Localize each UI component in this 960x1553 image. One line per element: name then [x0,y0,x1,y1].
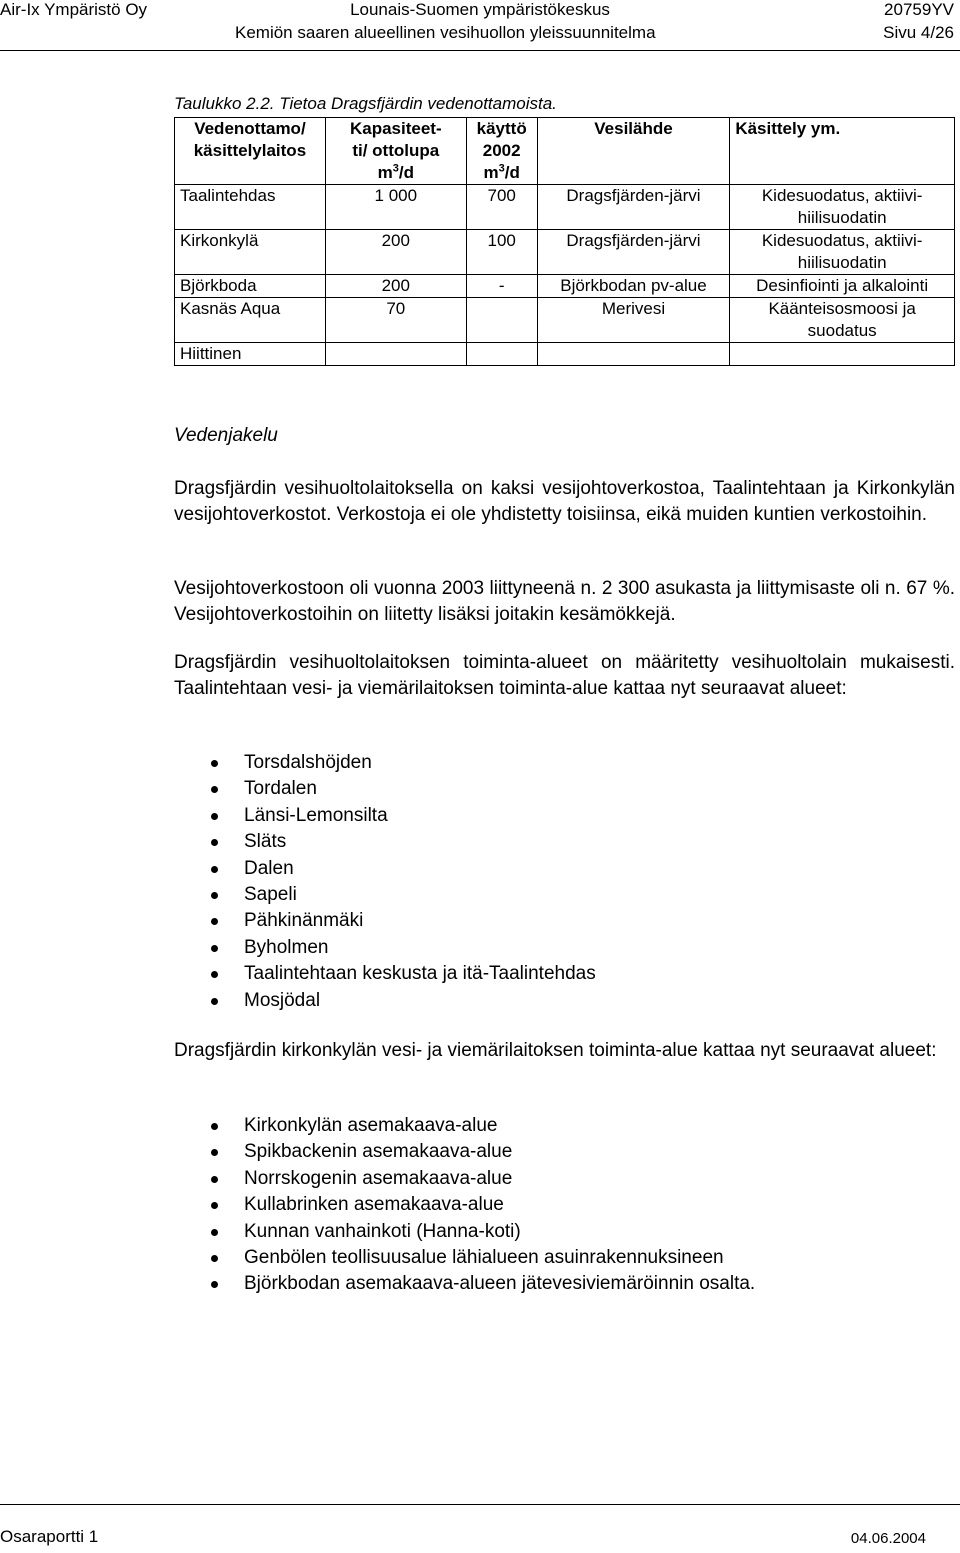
cell-source: Björkbodan pv-alue [537,275,730,298]
footer-report: Osaraportti 1 [0,1527,99,1546]
cell-plant: Taalintehdas [175,185,326,230]
list-item: Sapeli [174,882,596,908]
list-item: Byholmen [174,935,596,961]
table-caption: Taulukko 2.2. Tietoa Dragsfjärdin vedenottamoista. [174,94,557,113]
cell-treatment: Kidesuodatus, aktiivi- hiilisuodatin [730,185,955,230]
header-capacity: Kapasiteet- ti/ ottolupa $m^3/d$ [325,118,466,185]
cell-source: Merivesi [537,298,730,343]
cell-plant: Kasnäs Aqua [175,298,326,343]
list-item: Spikbackenin asemakaava-alue [174,1139,755,1165]
cell-treatment: Desinfiointi ja alkalointi [730,275,955,298]
list-item: Björkbodan asemakaava-alueen jätevesiviemäröinnin osalta. [174,1271,755,1297]
footer-divider [0,1504,960,1505]
header-plant: Vedenottamo/ käsittelylaitos [175,118,326,185]
table-row [175,230,955,275]
project-code: 20759YV [884,0,954,19]
list-item: Kullabrinken asemakaava-alue [174,1192,755,1218]
table-row [175,298,955,343]
footer-date: 04.06.2004 [850,1530,926,1547]
plan-title: Kemiön saaren alueellinen vesihuollon yleissuunnitelma [235,23,656,42]
list-item: Norrskogenin asemakaava-alue [174,1166,755,1192]
paragraph-connections: Vesijohtoverkostoon oli vuonna 2003 liittyneenä n. 2 300 asukasta ja liittymisaste oli n. 67 %. Vesijohtoverkostoihin on liitetty lisäksi joitakin kesämökkejä. [174,578,955,625]
cell-source: Dragsfjärden-järvi [537,230,730,275]
list-item: Torsdalshöjden [174,750,596,776]
cell-usage: - [466,275,537,298]
paragraph-networks: Dragsfjärdin vesihuoltolaitoksella on kaksi vesijohtoverkostoa, Taalintehtaan ja Kirkonkylän vesijohtoverkostot. Verkostoja ei ole yhdistetty toisiinsa, eikä muiden kuntien verkostoihin. [174,478,955,525]
cell-plant: Kirkonkylä [175,230,326,275]
list-item: Länsi-Lemonsilta [174,803,596,829]
list-item: Kirkonkylän asemakaava-alue [174,1113,755,1139]
cell-source: Dragsfjärden-järvi [537,185,730,230]
cell-treatment [730,343,955,366]
list-item: Pähkinänmäki [174,908,596,934]
taalintehdas-area-list [174,750,596,1014]
cell-usage: 100 [466,230,537,275]
page-number: Sivu 4/26 [883,23,954,42]
paragraph-kirkonkyla-area: Dragsfjärdin kirkonkylän vesi- ja viemärilaitoksen toiminta-alue kattaa nyt seuraavat alueet: [174,1040,937,1061]
cell-plant: Björkboda [175,275,326,298]
list-item: Taalintehtaan keskusta ja itä-Taalintehdas [174,961,596,987]
cell-usage [466,343,537,366]
cell-source [537,343,730,366]
list-item: Mosjödal [174,988,596,1014]
cell-usage: 700 [466,185,537,230]
header-usage: käyttö 2002 $m^3/d$ [466,118,537,185]
section-title: Vedenjakelu [174,425,278,446]
table-row [175,275,955,298]
list-item: Tordalen [174,776,596,802]
list-item: Kunnan vanhainkoti (Hanna-koti) [174,1219,755,1245]
table-row [175,343,955,366]
header-divider [0,50,960,51]
cell-treatment: Käänteisosmoosi ja suodatus [730,298,955,343]
cell-capacity [325,343,466,366]
cell-plant: Hiittinen [175,343,326,366]
agency-name: Lounais-Suomen ympäristökeskus [350,0,610,19]
table-header-row [175,118,955,185]
cell-capacity: 200 [325,275,466,298]
list-item: Dalen [174,856,596,882]
water-intake-table [174,117,955,366]
cell-capacity: 70 [325,298,466,343]
cell-capacity: 200 [325,230,466,275]
header-source: Vesilähde [537,118,730,185]
list-item: Genbölen teollisuusalue lähialueen asuinrakennuksineen [174,1245,755,1271]
list-item: Släts [174,829,596,855]
table-row [175,185,955,230]
cell-usage [466,298,537,343]
company-name: Air-Ix Ympäristö Oy [0,0,148,19]
cell-treatment: Kidesuodatus, aktiivi- hiilisuodatin [730,230,955,275]
kirkonkyla-area-list [174,1113,755,1298]
paragraph-taalintehdas-area: Dragsfjärdin vesihuoltolaitoksen toiminta-alueet on määritetty vesihuoltolain mukaisesti. Taalintehtaan vesi- ja viemärilaitoksen toiminta-alue kattaa nyt seuraavat alueet: [174,652,955,699]
cell-capacity: 1 000 [325,185,466,230]
header-treatment: Käsittely ym. [730,118,955,185]
